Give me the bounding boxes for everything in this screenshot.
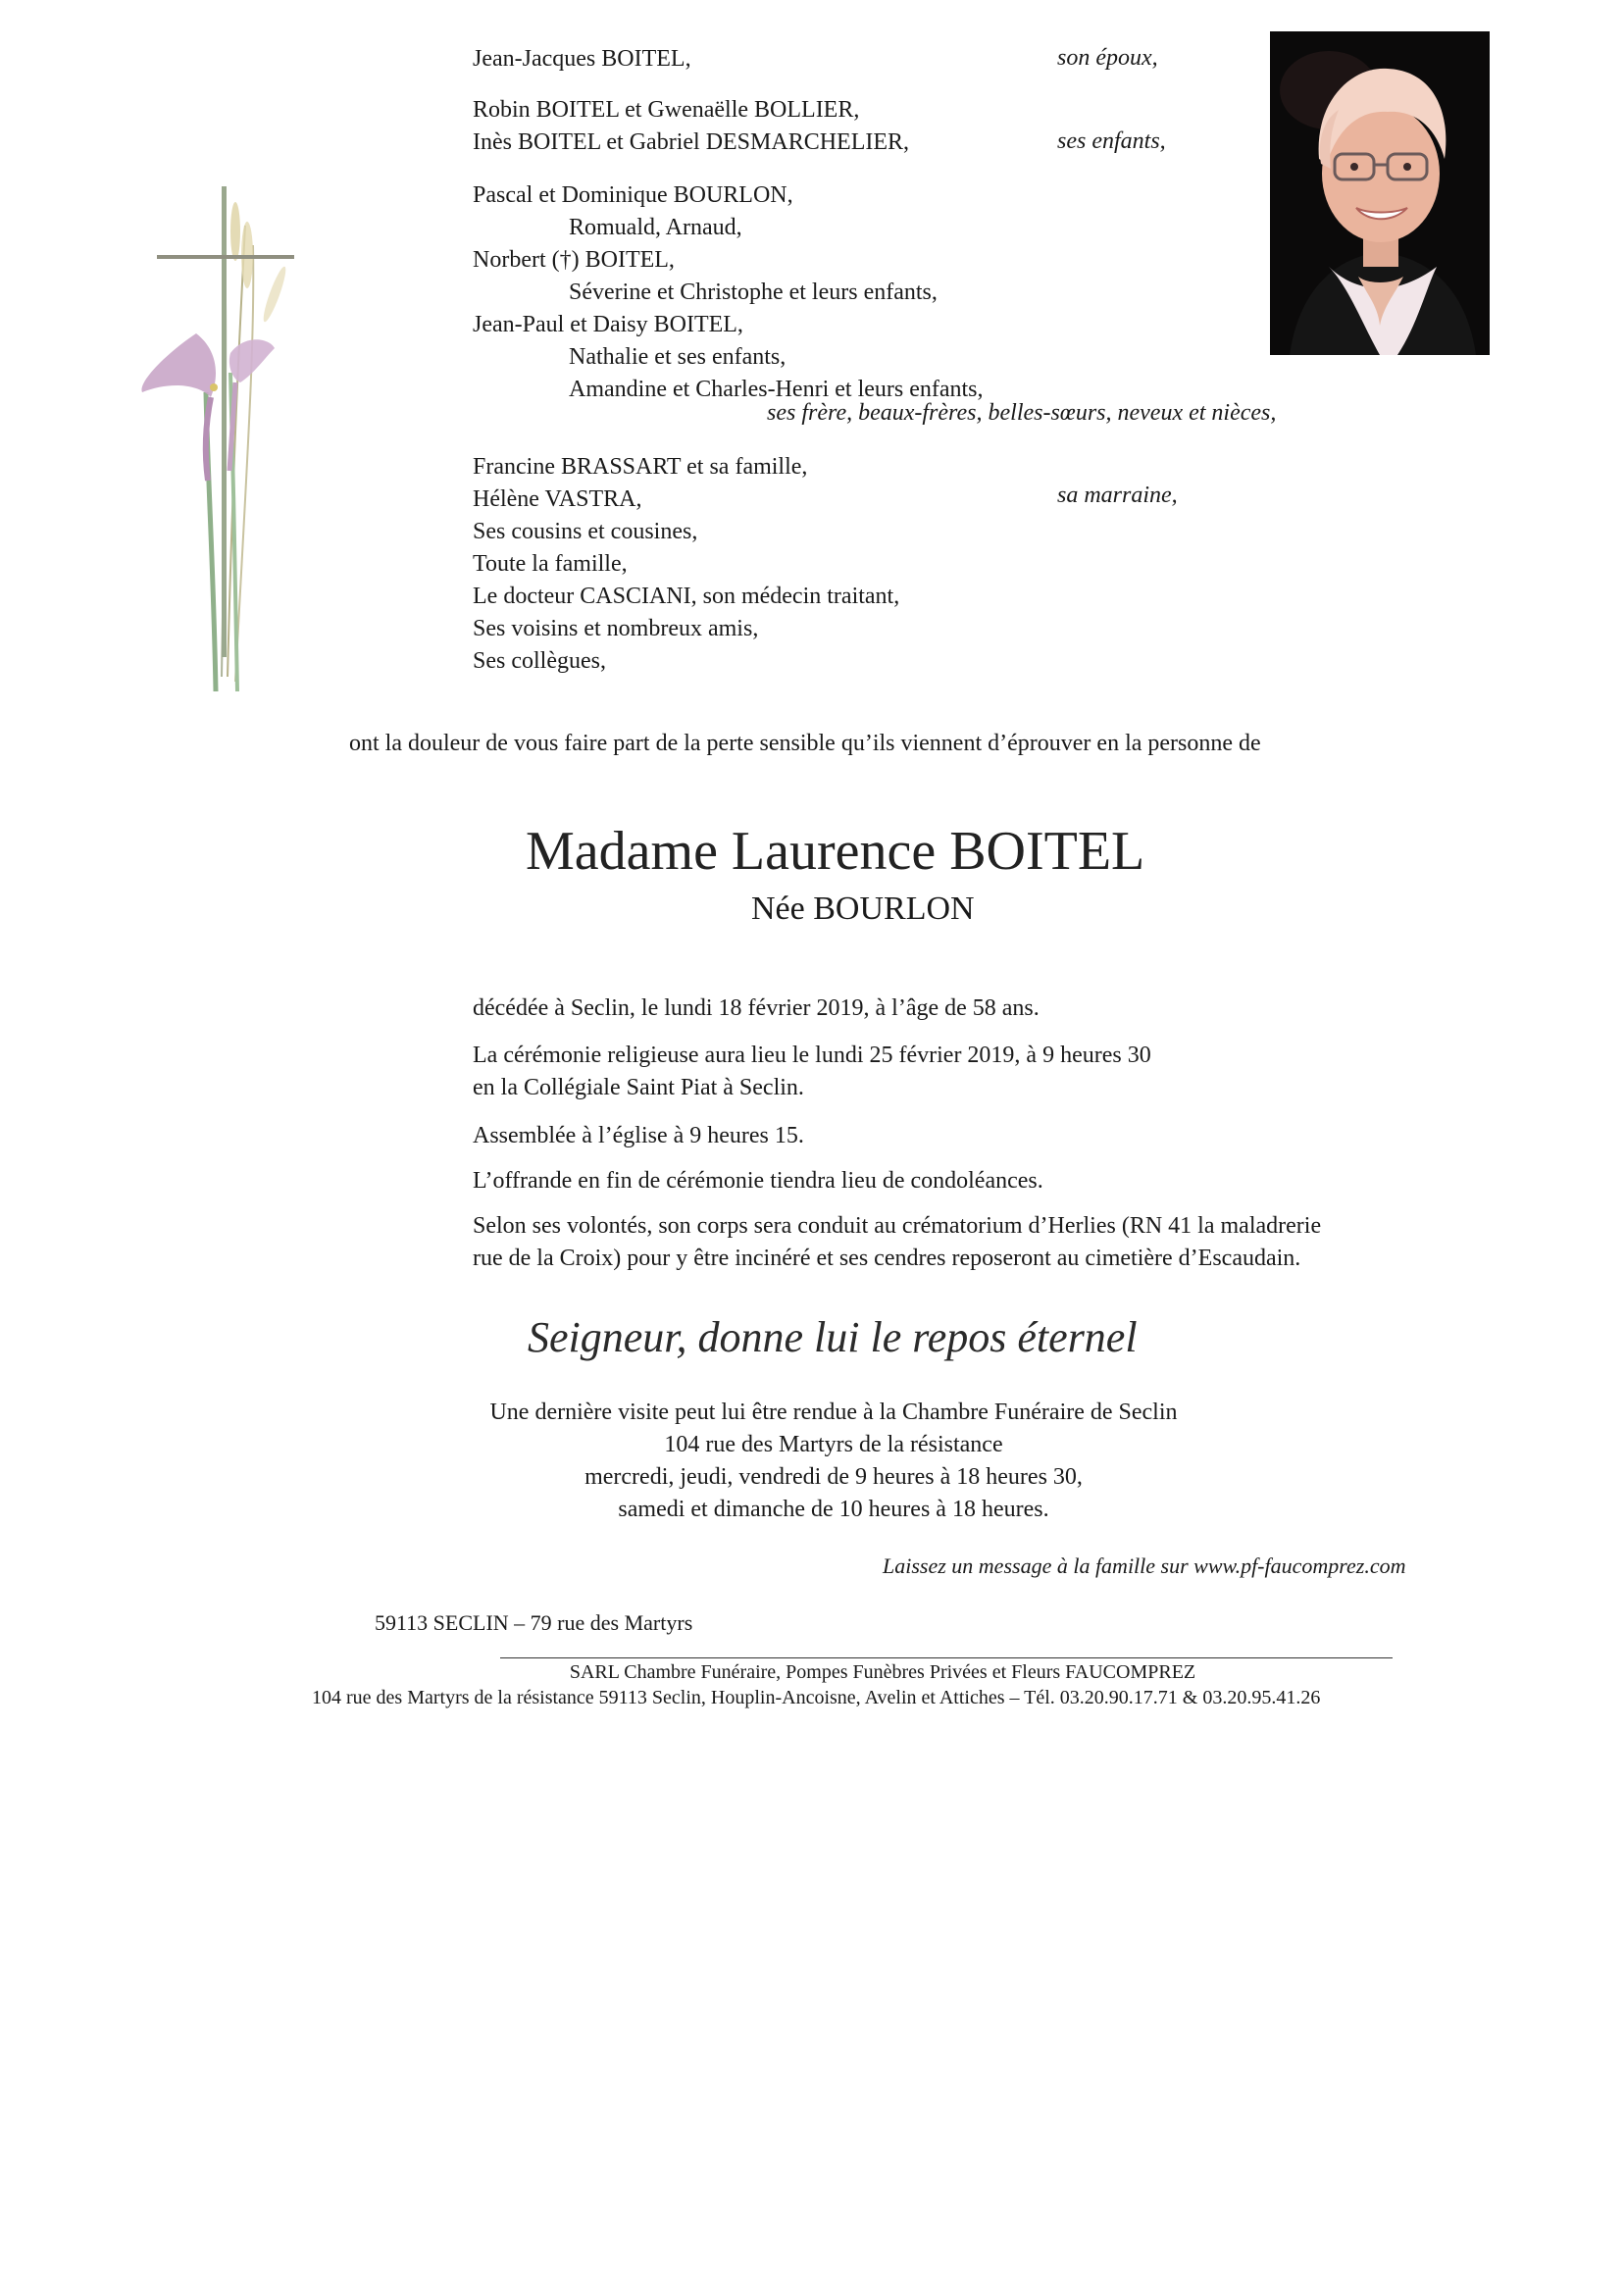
detail-line: Selon ses volontés, son corps sera conduit au crématorium d’Herlies (RN 41 la maladrerie <box>473 1213 1322 1239</box>
visit-info <box>431 1397 1236 1526</box>
detail-line: Assemblée à l’église à 9 heures 15. <box>473 1123 804 1148</box>
footer-contact: 104 rue des Martyrs de la résistance 59113 Seclin, Houplin-Ancoisne, Avelin et Attiches – Tél. 03.20.90.17.71 & 03.20.95.41.26 <box>312 1687 1321 1708</box>
birth-name: Née BOURLON <box>751 891 975 927</box>
family-member: Pascal et Dominique BOURLON, <box>473 182 793 208</box>
detail-line: rue de la Croix) pour y être incinéré et ses cendres reposeront au cimetière d’Escaudain. <box>473 1246 1301 1271</box>
detail-line: décédée à Seclin, le lundi 18 février 2019, à l’âge de 58 ans. <box>473 995 1040 1021</box>
footer-company: SARL Chambre Funéraire, Pompes Funèbres Privées et Fleurs FAUCOMPREZ <box>569 1661 1196 1683</box>
visit-line: Une dernière visite peut lui être rendue à la Chambre Funéraire de Seclin <box>489 1400 1178 1425</box>
family-member: Robin BOITEL et Gwenaëlle BOLLIER, <box>473 97 860 123</box>
family-member: Romuald, Arnaud, <box>569 215 742 240</box>
deceased-name: Madame Laurence BOITEL <box>526 821 1145 882</box>
portrait-photo <box>1270 31 1490 355</box>
website-message: Laissez un message à la famille sur www.pf-faucomprez.com <box>883 1553 1406 1578</box>
detail-ceremony <box>473 1040 1151 1104</box>
detail-assembly <box>473 1120 804 1152</box>
family-member: Hélène VASTRA, <box>473 486 642 512</box>
family-member: Le docteur CASCIANI, son médecin traitant, <box>473 584 900 609</box>
family-group-2 <box>473 94 909 159</box>
family-group-1 <box>473 43 691 76</box>
visit-line: samedi et dimanche de 10 heures à 18 heures. <box>618 1497 1049 1522</box>
role-label: son époux, <box>1057 45 1158 71</box>
detail-death <box>473 993 1040 1025</box>
family-member: Amandine et Charles-Henri et leurs enfants, <box>569 377 984 402</box>
visit-line: mercredi, jeudi, vendredi de 9 heures à 18 heures 30, <box>584 1464 1083 1490</box>
role-label: sa marraine, <box>1057 483 1178 508</box>
family-member: Toute la famille, <box>473 551 628 577</box>
detail-line: L’offrande en fin de cérémonie tiendra lieu de condoléances. <box>473 1168 1043 1194</box>
detail-cremation <box>473 1210 1321 1275</box>
detail-offering <box>473 1165 1043 1197</box>
address-line: 59113 SECLIN – 79 rue des Martyrs <box>375 1610 693 1635</box>
family-member: Ses collègues, <box>473 648 606 674</box>
family-member: Nathalie et ses enfants, <box>569 344 787 370</box>
family-group-3 <box>473 179 984 406</box>
family-group-4 <box>473 451 899 678</box>
role-label: ses enfants, <box>1057 128 1166 154</box>
announcement-text: ont la douleur de vous faire part de la perte sensible qu’ils viennent d’éprouver en la personne de <box>349 731 1261 756</box>
footer-divider <box>500 1657 1393 1658</box>
family-member: Francine BRASSART et sa famille, <box>473 454 808 480</box>
detail-line: en la Collégiale Saint Piat à Seclin. <box>473 1075 804 1100</box>
detail-line: La cérémonie religieuse aura lieu le lundi 25 février 2019, à 9 heures 30 <box>473 1043 1151 1068</box>
family-member: Jean-Paul et Daisy BOITEL, <box>473 312 743 337</box>
cross-with-calla-lily-icon <box>137 186 314 696</box>
role-label: ses frère, beaux-frères, belles-sœurs, neveux et nièces, <box>767 400 1277 426</box>
family-member: Séverine et Christophe et leurs enfants, <box>569 280 938 305</box>
family-member: Jean-Jacques BOITEL, <box>473 46 691 72</box>
prayer-text: Seigneur, donne lui le repos éternel <box>528 1313 1138 1361</box>
family-member: Norbert (†) BOITEL, <box>473 247 675 273</box>
visit-line: 104 rue des Martyrs de la résistance <box>664 1432 1003 1457</box>
family-member: Inès BOITEL et Gabriel DESMARCHELIER, <box>473 129 910 155</box>
family-member: Ses cousins et cousines, <box>473 519 698 544</box>
family-member: Ses voisins et nombreux amis, <box>473 616 759 641</box>
